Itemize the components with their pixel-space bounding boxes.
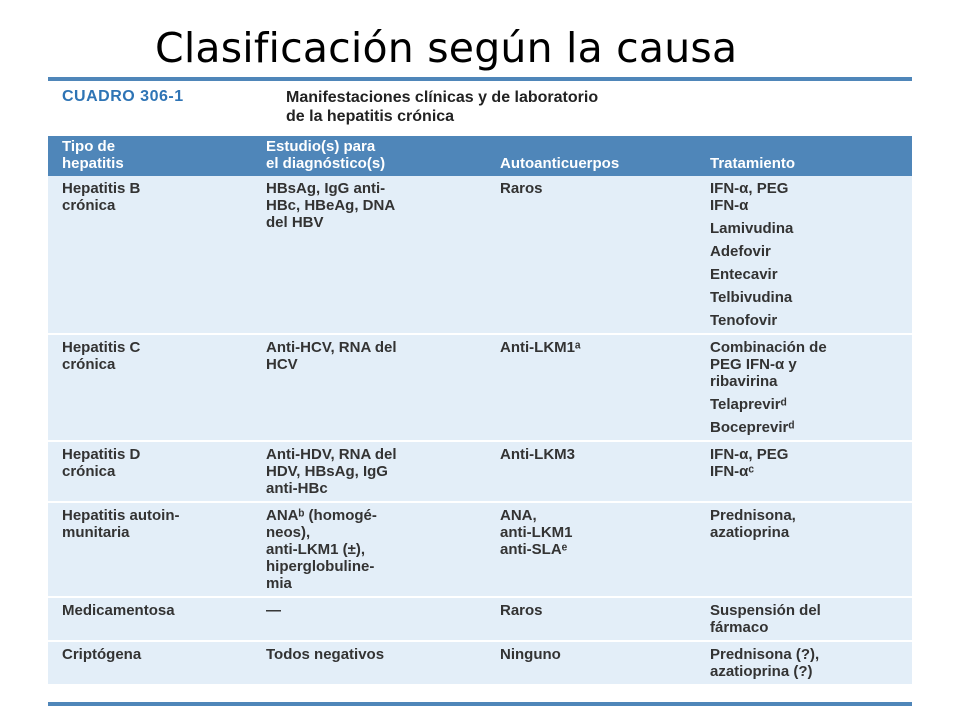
cell-tratamiento — [696, 441, 912, 502]
header-tipo: Tipo de hepatitis — [48, 136, 252, 176]
cell-estudio: Anti-HCV, RNA del HCV — [266, 339, 397, 373]
cell-tipo: Medicamentosa — [62, 602, 175, 619]
treatment-item: Boceprevirᵈ — [710, 419, 795, 436]
cell-tratamiento — [696, 176, 912, 334]
table-body — [48, 176, 912, 685]
cell-estudio: — — [266, 602, 281, 619]
cell-tratamiento — [696, 597, 912, 641]
header-autoanticuerpos: Autoanticuerpos — [486, 136, 696, 176]
cell-estudio: ANAᵇ (homogé- neos), anti-LKM1 (±), hiperglobuline- mia — [266, 507, 377, 592]
treatment-item: Suspensión del fármaco — [710, 602, 821, 636]
table-row — [48, 441, 912, 502]
cell-autoanticuerpos: ANA, anti-LKM1 anti-SLAᵉ — [500, 507, 573, 558]
bottom-rule — [48, 702, 912, 706]
table-header-row — [48, 136, 912, 176]
treatment-item: Lamivudina — [710, 220, 794, 237]
table-number: CUADRO 306-1 — [62, 88, 184, 105]
table-row — [48, 176, 912, 334]
cell-tipo: Hepatitis C crónica — [62, 339, 141, 373]
cell-tipo: Hepatitis B crónica — [62, 180, 141, 214]
table-row — [48, 597, 912, 641]
hepatitis-table — [48, 136, 912, 686]
table-row — [48, 334, 912, 441]
cell-autoanticuerpos: Ninguno — [500, 646, 561, 663]
cell-tratamiento — [696, 334, 912, 441]
treatment-item: IFN-α, PEG IFN-α — [710, 180, 789, 214]
treatment-item: Telaprevirᵈ — [710, 396, 787, 413]
cell-tipo: Criptógena — [62, 646, 142, 663]
table-caption — [62, 88, 902, 132]
table-title: Manifestaciones clínicas y de laboratorio de la hepatitis crónica — [286, 89, 599, 125]
cell-tratamiento — [696, 502, 912, 597]
treatment-item: Prednisona (?), azatioprina (?) — [710, 646, 820, 680]
cell-autoanticuerpos: Raros — [500, 180, 543, 197]
treatment-item: IFN-α, PEG IFN-αᶜ — [710, 446, 789, 480]
table-row — [48, 641, 912, 685]
cell-estudio: HBsAg, IgG anti- HBc, HBeAg, DNA del HBV — [266, 180, 396, 231]
slide-title: Clasificación según la causa — [155, 24, 738, 72]
cell-estudio: Todos negativos — [266, 646, 385, 663]
cell-tipo: Hepatitis D crónica — [62, 446, 141, 480]
treatment-item: Adefovir — [710, 243, 771, 260]
treatment-item: Entecavir — [710, 266, 778, 283]
table-row — [48, 502, 912, 597]
cell-autoanticuerpos: Raros — [500, 602, 543, 619]
cell-estudio: Anti-HDV, RNA del HDV, HBsAg, IgG anti-HBc — [266, 446, 397, 497]
cell-autoanticuerpos: Anti-LKM1ᵃ — [500, 339, 581, 356]
treatment-item: Prednisona, azatioprina — [710, 507, 796, 541]
cell-tipo: Hepatitis autoin- munitaria — [62, 507, 180, 541]
treatment-item: Tenofovir — [710, 312, 778, 329]
header-estudio: Estudio(s) para el diagnóstico(s) — [252, 136, 486, 176]
header-tratamiento: Tratamiento — [696, 136, 912, 176]
cell-tratamiento — [696, 641, 912, 685]
treatment-item: Combinación de PEG IFN-α y ribavirina — [710, 339, 827, 390]
cell-autoanticuerpos: Anti-LKM3 — [500, 446, 575, 463]
treatment-item: Telbivudina — [710, 289, 793, 306]
top-rule — [48, 77, 912, 81]
